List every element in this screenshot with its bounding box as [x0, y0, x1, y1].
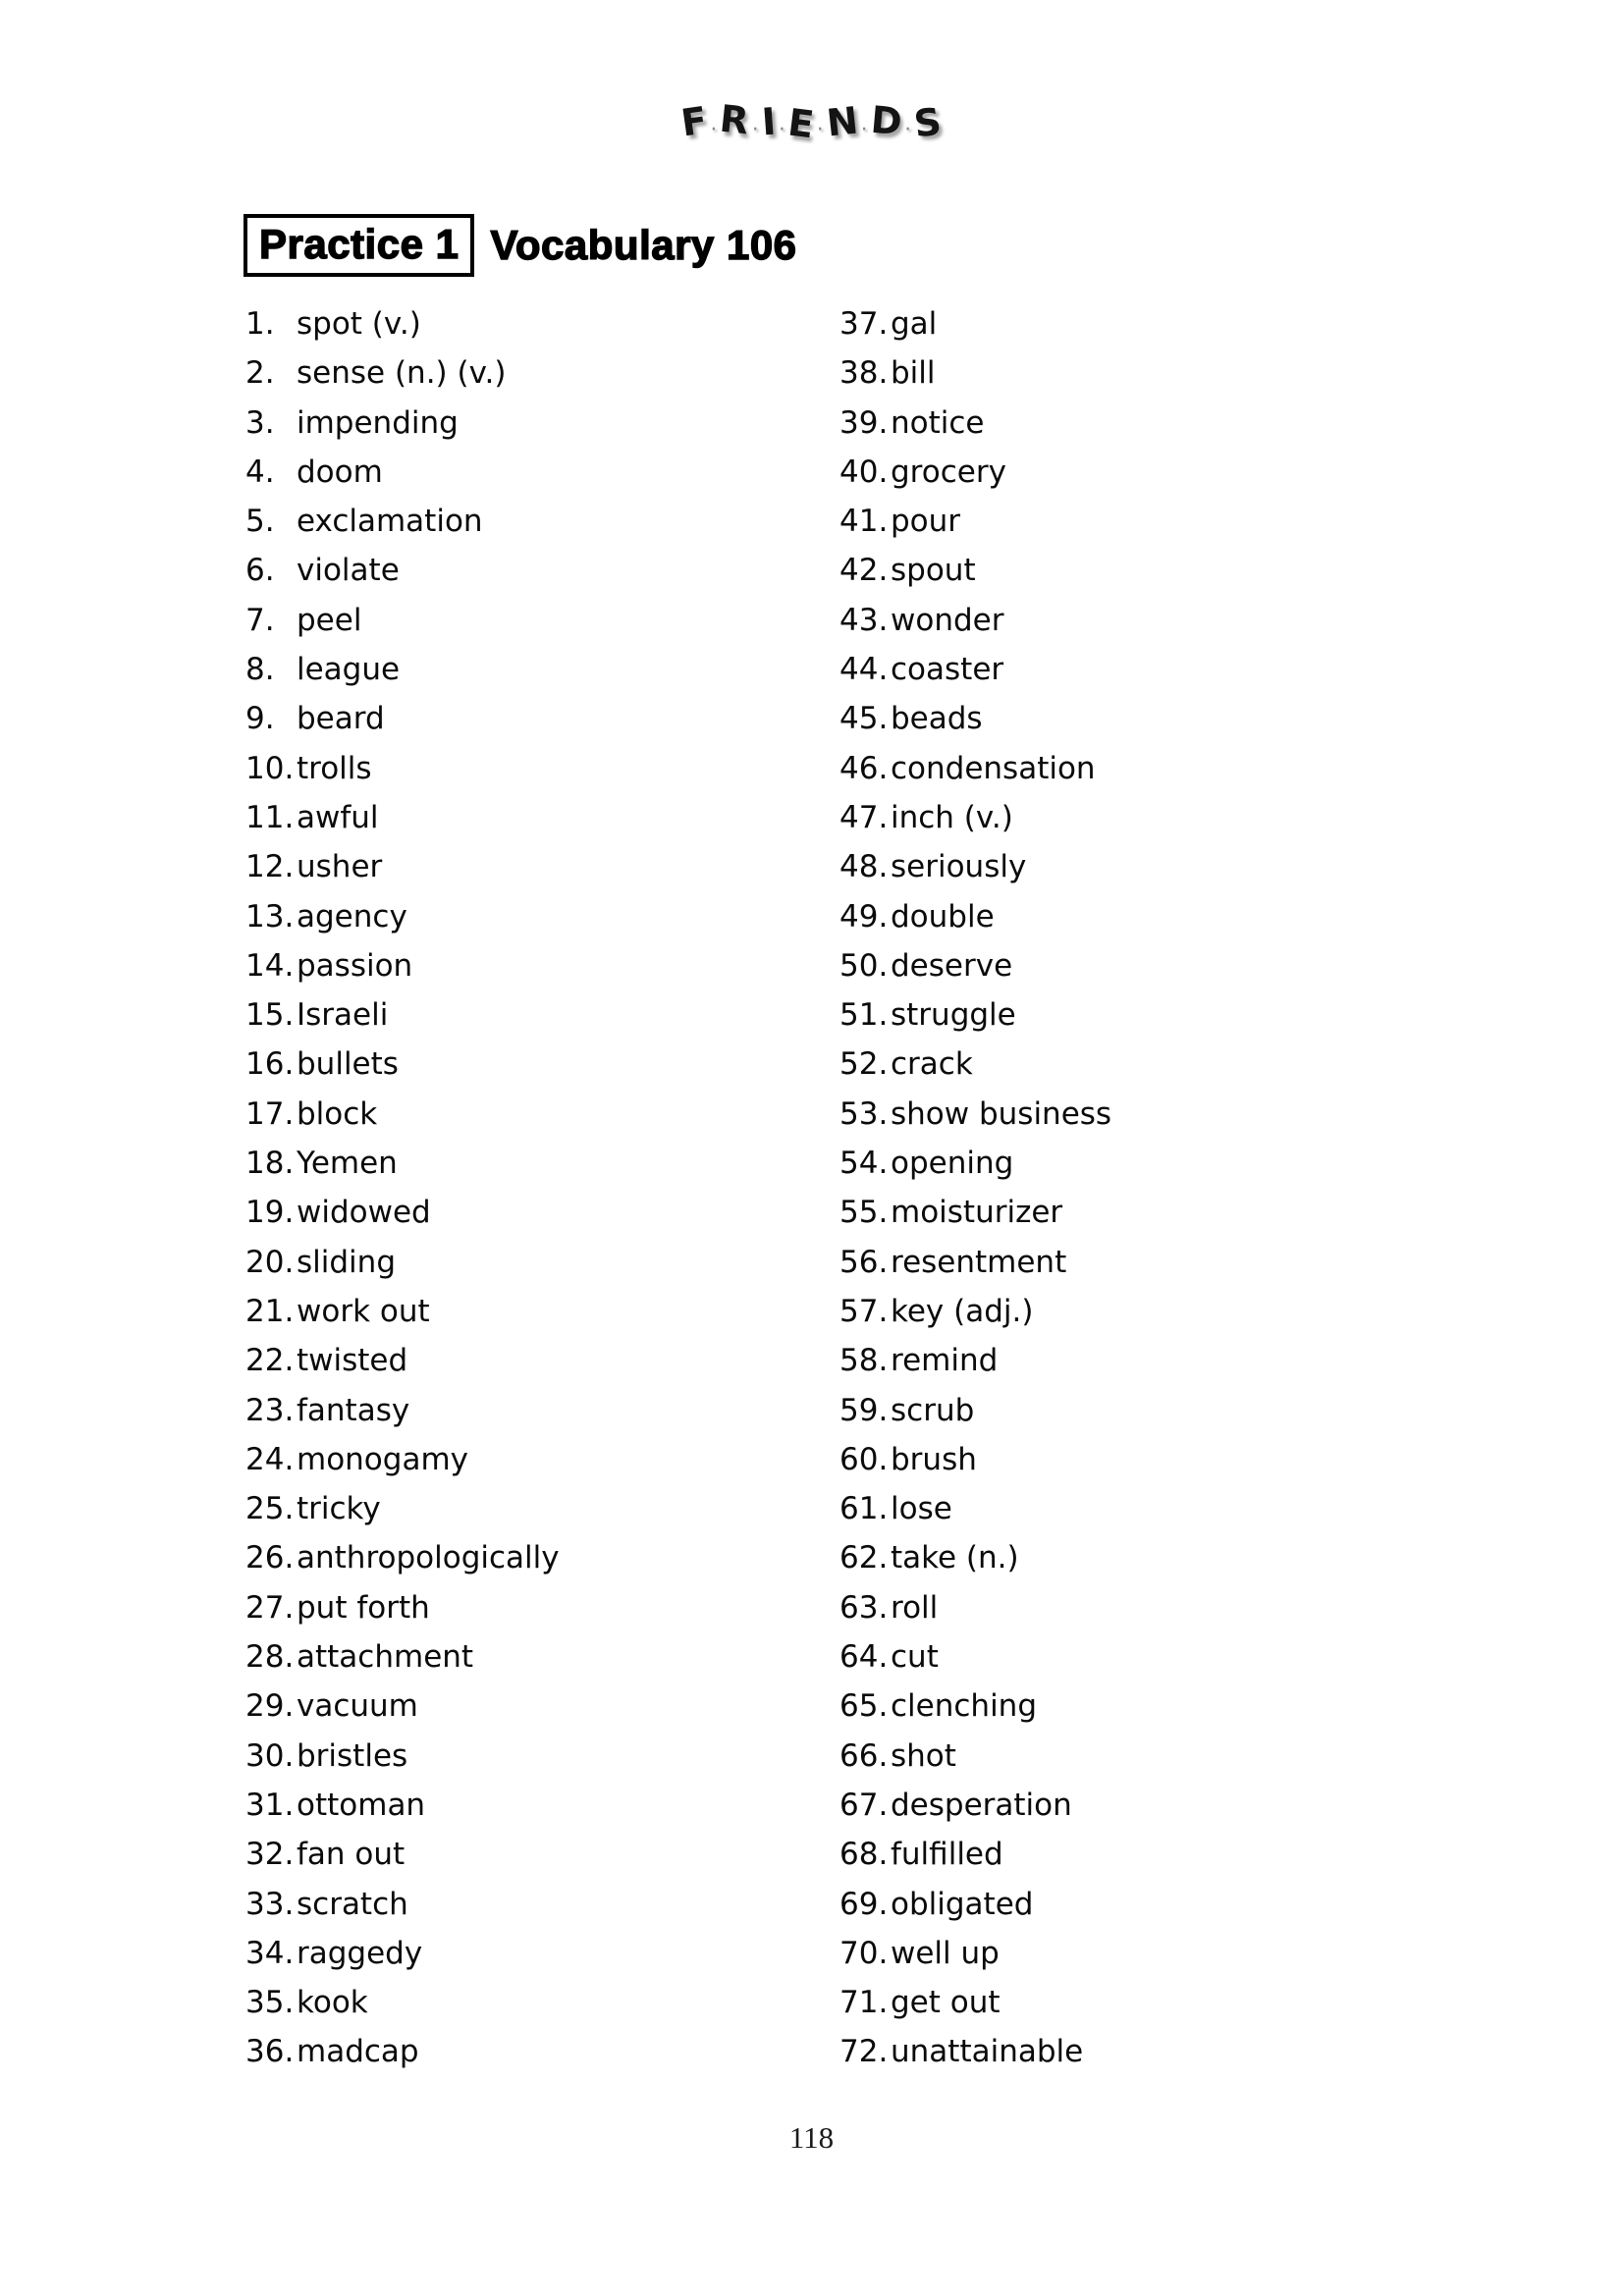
- item-word: get out: [891, 1985, 1001, 2021]
- item-number: 9.: [245, 701, 275, 737]
- item-number: 49.: [839, 898, 889, 934]
- item-word: beard: [297, 701, 385, 737]
- list-item: [839, 793, 1429, 842]
- item-word: fan out: [297, 1837, 406, 1873]
- list-item: [839, 299, 1429, 348]
- list-item: [245, 1583, 835, 1632]
- item-number: 12.: [245, 849, 295, 885]
- list-item: [839, 892, 1429, 941]
- list-item: [245, 1139, 835, 1188]
- item-word: agency: [297, 898, 407, 934]
- item-number: 1.: [245, 306, 275, 342]
- list-item: [839, 1435, 1429, 1484]
- item-word: twisted: [297, 1343, 408, 1379]
- friends-logo: [0, 96, 1623, 147]
- item-word: struggle: [891, 997, 1016, 1034]
- list-item: [839, 744, 1429, 793]
- logo-letter: D: [868, 97, 904, 144]
- list-item: [245, 348, 835, 398]
- item-word: tricky: [297, 1491, 381, 1527]
- item-word: deserve: [891, 947, 1013, 984]
- item-number: 7.: [245, 602, 275, 638]
- item-number: 71.: [839, 1985, 889, 2021]
- item-number: 70.: [839, 1935, 889, 1971]
- item-number: 44.: [839, 652, 889, 688]
- item-word: fantasy: [297, 1392, 410, 1428]
- list-item: [839, 2027, 1429, 2076]
- list-item: [245, 990, 835, 1040]
- list-item: [839, 1880, 1429, 1929]
- list-item: [839, 1732, 1429, 1781]
- item-word: scrub: [891, 1392, 975, 1428]
- item-word: notice: [891, 404, 985, 441]
- item-word: gal: [891, 306, 938, 342]
- list-item: [839, 1188, 1429, 1237]
- item-number: 40.: [839, 454, 889, 490]
- list-item: [839, 1040, 1429, 1089]
- list-item: [839, 1533, 1429, 1582]
- list-item: [245, 1632, 835, 1682]
- item-number: 72.: [839, 2034, 889, 2070]
- item-word: trolls: [297, 750, 372, 786]
- list-item: [245, 1040, 835, 1089]
- item-word: key (adj.): [891, 1293, 1034, 1329]
- list-item: [839, 1929, 1429, 1978]
- item-word: spot (v.): [297, 306, 421, 342]
- item-number: 66.: [839, 1737, 889, 1774]
- item-word: scratch: [297, 1886, 408, 1922]
- item-number: 23.: [245, 1392, 295, 1428]
- item-word: grocery: [891, 454, 1006, 490]
- list-item: [245, 1287, 835, 1336]
- item-word: desperation: [891, 1787, 1072, 1823]
- item-word: work out: [297, 1293, 430, 1329]
- item-number: 54.: [839, 1146, 889, 1182]
- logo-dot-icon: ·: [860, 118, 868, 142]
- item-number: 34.: [245, 1935, 295, 1971]
- list-item: [245, 1533, 835, 1582]
- item-word: inch (v.): [891, 799, 1013, 835]
- item-number: 68.: [839, 1837, 889, 1873]
- item-word: sense (n.) (v.): [297, 355, 507, 392]
- item-word: bill: [891, 355, 936, 392]
- item-number: 59.: [839, 1392, 889, 1428]
- item-word: impending: [297, 404, 459, 441]
- item-word: roll: [891, 1589, 939, 1626]
- list-item: [245, 1336, 835, 1385]
- list-item: [839, 694, 1429, 743]
- list-item: [839, 1090, 1429, 1139]
- item-word: coaster: [891, 652, 1004, 688]
- item-number: 36.: [245, 2034, 295, 2070]
- item-word: kook: [297, 1985, 368, 2021]
- list-item: [245, 299, 835, 348]
- list-item: [839, 990, 1429, 1040]
- item-number: 62.: [839, 1540, 889, 1576]
- item-word: Yemen: [297, 1146, 398, 1182]
- list-item: [839, 1238, 1429, 1287]
- item-word: attachment: [297, 1639, 474, 1676]
- item-number: 57.: [839, 1293, 889, 1329]
- list-item: [839, 1287, 1429, 1336]
- logo-dot-icon: ·: [816, 118, 824, 142]
- item-number: 20.: [245, 1244, 295, 1280]
- item-word: moisturizer: [891, 1195, 1063, 1231]
- item-number: 35.: [245, 1985, 295, 2021]
- list-item: [839, 1484, 1429, 1533]
- list-item: [839, 546, 1429, 595]
- item-word: violate: [297, 553, 400, 589]
- item-number: 37.: [839, 306, 889, 342]
- item-word: put forth: [297, 1589, 430, 1626]
- item-number: 52.: [839, 1046, 889, 1083]
- item-word: beads: [891, 701, 983, 737]
- item-number: 51.: [839, 997, 889, 1034]
- item-number: 6.: [245, 553, 275, 589]
- item-word: clenching: [891, 1688, 1038, 1725]
- item-word: doom: [297, 454, 383, 490]
- item-word: wonder: [891, 602, 1004, 638]
- item-number: 15.: [245, 997, 295, 1034]
- list-item: [245, 1238, 835, 1287]
- item-number: 45.: [839, 701, 889, 737]
- item-number: 30.: [245, 1737, 295, 1774]
- list-item: [245, 1090, 835, 1139]
- list-item: [839, 1830, 1429, 1879]
- item-number: 43.: [839, 602, 889, 638]
- list-item: [839, 1139, 1429, 1188]
- item-number: 19.: [245, 1195, 295, 1231]
- item-number: 27.: [245, 1589, 295, 1626]
- item-word: block: [297, 1095, 378, 1132]
- list-item: [245, 744, 835, 793]
- list-item: [245, 694, 835, 743]
- list-item: [839, 645, 1429, 694]
- logo-dot-icon: ·: [710, 118, 718, 142]
- item-number: 21.: [245, 1293, 295, 1329]
- item-number: 5.: [245, 504, 275, 540]
- item-word: exclamation: [297, 504, 483, 540]
- item-number: 33.: [245, 1886, 295, 1922]
- item-word: spout: [891, 553, 976, 589]
- item-number: 64.: [839, 1639, 889, 1676]
- item-number: 56.: [839, 1244, 889, 1280]
- list-item: [245, 1880, 835, 1929]
- logo-letter: S: [911, 99, 945, 146]
- item-word: bristles: [297, 1737, 408, 1774]
- logo-letter: I: [760, 99, 778, 144]
- item-word: usher: [297, 849, 383, 885]
- list-item: [245, 1781, 835, 1830]
- item-number: 22.: [245, 1343, 295, 1379]
- item-number: 60.: [839, 1441, 889, 1477]
- list-item: [245, 1386, 835, 1435]
- item-number: 53.: [839, 1095, 889, 1132]
- item-word: cut: [891, 1639, 939, 1676]
- list-item: [839, 596, 1429, 645]
- item-word: take (n.): [891, 1540, 1019, 1576]
- list-item: [245, 1435, 835, 1484]
- list-item: [245, 448, 835, 497]
- item-word: opening: [891, 1146, 1014, 1182]
- item-number: 31.: [245, 1787, 295, 1823]
- list-item: [245, 546, 835, 595]
- item-number: 24.: [245, 1441, 295, 1477]
- list-item: [839, 1336, 1429, 1385]
- item-word: lose: [891, 1491, 952, 1527]
- list-item: [245, 1188, 835, 1237]
- list-item: [839, 1632, 1429, 1682]
- title-row: [243, 214, 797, 277]
- item-word: bullets: [297, 1046, 399, 1083]
- list-item: [245, 1732, 835, 1781]
- vocab-list-left: [245, 299, 835, 2077]
- item-number: 26.: [245, 1540, 295, 1576]
- list-item: [245, 1830, 835, 1879]
- item-word: crack: [891, 1046, 973, 1083]
- item-number: 2.: [245, 355, 275, 392]
- item-word: vacuum: [297, 1688, 418, 1725]
- item-word: anthropologically: [297, 1540, 560, 1576]
- item-number: 11.: [245, 799, 295, 835]
- logo-dot-icon: ·: [904, 118, 912, 142]
- item-word: awful: [297, 799, 379, 835]
- list-item: [245, 1682, 835, 1731]
- list-item: [839, 1781, 1429, 1830]
- item-word: peel: [297, 602, 362, 638]
- item-number: 13.: [245, 898, 295, 934]
- vocab-list-right: [839, 299, 1429, 2077]
- item-word: brush: [891, 1441, 977, 1477]
- list-item: [839, 941, 1429, 990]
- logo-letter: N: [824, 98, 860, 145]
- item-word: fulfilled: [891, 1837, 1003, 1873]
- item-number: 3.: [245, 404, 275, 441]
- item-number: 16.: [245, 1046, 295, 1083]
- list-item: [245, 793, 835, 842]
- list-item: [839, 497, 1429, 546]
- item-word: remind: [891, 1343, 999, 1379]
- list-item: [839, 348, 1429, 398]
- logo-letter: E: [785, 100, 817, 147]
- item-number: 18.: [245, 1146, 295, 1182]
- item-word: passion: [297, 947, 413, 984]
- item-word: ottoman: [297, 1787, 426, 1823]
- item-word: unattainable: [891, 2034, 1084, 2070]
- item-word: shot: [891, 1737, 956, 1774]
- item-number: 47.: [839, 799, 889, 835]
- list-item: [245, 1929, 835, 1978]
- item-word: raggedy: [297, 1935, 423, 1971]
- item-number: 4.: [245, 454, 275, 490]
- item-number: 41.: [839, 504, 889, 540]
- list-item: [839, 1978, 1429, 2027]
- logo-dot-icon: ·: [778, 118, 785, 142]
- item-word: widowed: [297, 1195, 431, 1231]
- list-item: [839, 842, 1429, 891]
- list-item: [245, 1978, 835, 2027]
- list-item: [245, 497, 835, 546]
- item-number: 25.: [245, 1491, 295, 1527]
- practice-box: [243, 214, 474, 277]
- page-number: 118: [788, 2120, 835, 2155]
- page-title: Vocabulary 106: [490, 222, 797, 268]
- item-word: monogamy: [297, 1441, 468, 1477]
- list-item: [245, 596, 835, 645]
- item-word: madcap: [297, 2034, 419, 2070]
- item-number: 48.: [839, 849, 889, 885]
- item-number: 28.: [245, 1639, 295, 1676]
- item-word: seriously: [891, 849, 1027, 885]
- item-number: 8.: [245, 652, 275, 688]
- item-number: 61.: [839, 1491, 889, 1527]
- item-number: 67.: [839, 1787, 889, 1823]
- item-word: well up: [891, 1935, 1000, 1971]
- item-number: 50.: [839, 947, 889, 984]
- item-word: double: [891, 898, 995, 934]
- item-word: condensation: [891, 750, 1096, 786]
- list-item: [839, 1386, 1429, 1435]
- item-word: league: [297, 652, 401, 688]
- list-item: [245, 941, 835, 990]
- item-word: obligated: [891, 1886, 1034, 1922]
- item-number: 46.: [839, 750, 889, 786]
- item-number: 17.: [245, 1095, 295, 1132]
- item-word: resentment: [891, 1244, 1067, 1280]
- item-number: 39.: [839, 404, 889, 441]
- item-number: 38.: [839, 355, 889, 392]
- list-item: [839, 448, 1429, 497]
- item-number: 29.: [245, 1688, 295, 1725]
- list-item: [245, 1484, 835, 1533]
- item-number: 42.: [839, 553, 889, 589]
- list-item: [839, 1583, 1429, 1632]
- item-number: 32.: [245, 1837, 295, 1873]
- list-item: [245, 842, 835, 891]
- item-word: pour: [891, 504, 961, 540]
- list-item: [839, 399, 1429, 448]
- item-number: 58.: [839, 1343, 889, 1379]
- item-number: 55.: [839, 1195, 889, 1231]
- item-number: 65.: [839, 1688, 889, 1725]
- list-item: [245, 2027, 835, 2076]
- item-word: Israeli: [297, 997, 389, 1034]
- item-word: show business: [891, 1095, 1112, 1132]
- item-number: 14.: [245, 947, 295, 984]
- logo-dot-icon: ·: [751, 118, 759, 142]
- item-number: 63.: [839, 1589, 889, 1626]
- logo-letter: R: [718, 96, 752, 143]
- practice-label: Practice 1: [259, 221, 460, 267]
- list-item: [245, 892, 835, 941]
- item-number: 10.: [245, 750, 295, 786]
- list-item: [245, 645, 835, 694]
- item-number: 69.: [839, 1886, 889, 1922]
- logo-letter: F: [678, 98, 711, 145]
- item-word: sliding: [297, 1244, 396, 1280]
- list-item: [245, 399, 835, 448]
- list-item: [839, 1682, 1429, 1731]
